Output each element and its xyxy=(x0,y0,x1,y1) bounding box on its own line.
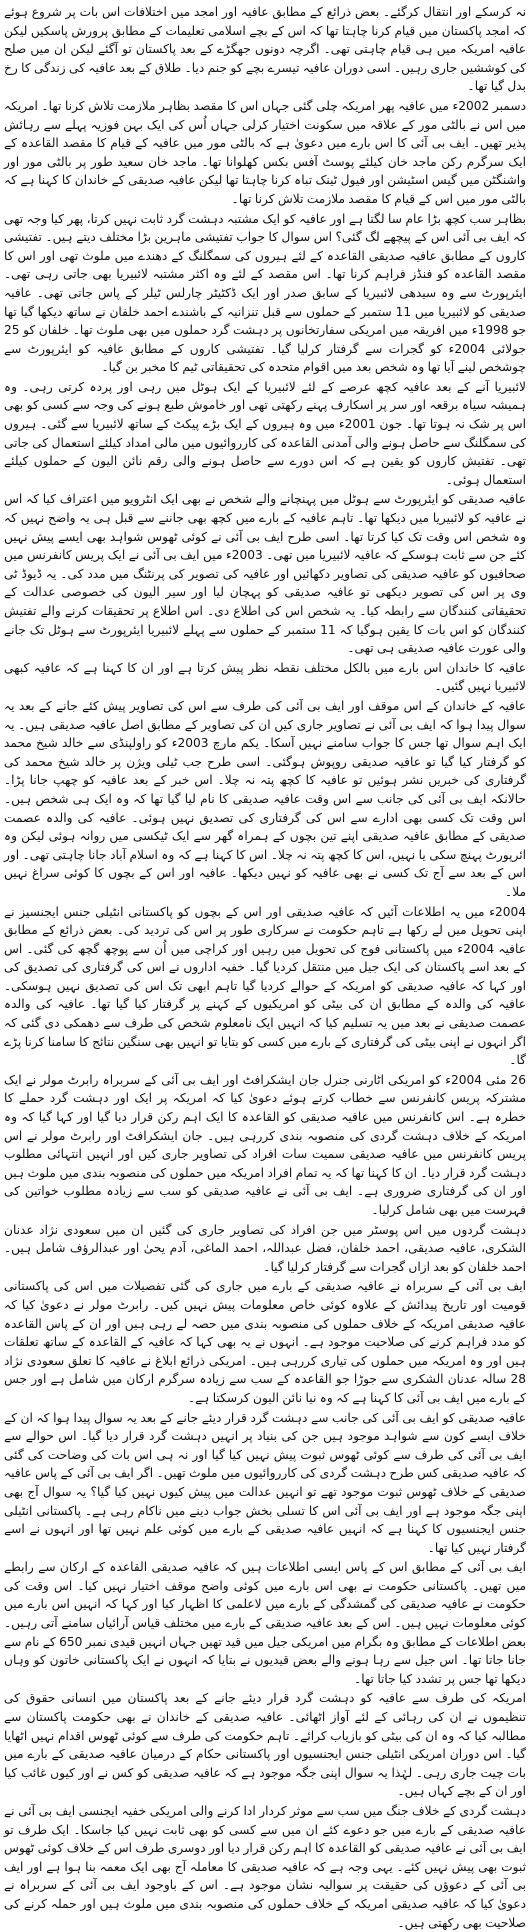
article-paragraph-4: لائبیریا آنے کے بعد عافیہ کچھ عرصے کے لئے لائبیریا کے ایک ہوٹل میں رہی اور پردہ کرتی رہی۔ وہ ہمیشہ سیاہ برقعہ اور سر پر اسکارف پہنے رکھتی تھی اور خاموش طبع ہونے کی وجہ سے کسی کو بھی اس پر شک نہ ہوتا تھا۔ جون 2001ء میں وہ ہیروں کے ایک بڑے پیکٹ کے ساتھ لائبیریا سے گئی۔ ہیروں کی سمگلنگ سے حاصل ہونے والی آمدنی القاعدہ کی کارروائیوں میں مالی امداد کیلئے استعمال کی جاتی تھی۔ تفتیش کاروں کو یقین ہے کہ اس دورے سے حاصل ہونے والی رقم نائن الیون کے حملوں کیلئے استعمال ہوئی۔ xyxy=(4,379,527,487)
article-paragraph-9: 26 مئی 2004ء کو امریکی اٹارنی جنرل جان ایشکرافٹ اور ایف بی آئی کے سربراہ رابرٹ مولر نے ایک مشترکہ پریس کانفرنس سے خطاب کرتے ہوئے دعویٰ کیا کہ امریکہ پر ایک اور دہشت گرد حملے کا خطرہ ہے۔ اس کانفرنس میں عافیہ صدیقی کو القاعدہ کا ایک اہم رکن قرار دیا گیا اور کہا گیا کہ وہ امریکہ کے خلاف دہشت گردی کی منصوبہ بندی کررہی ہیں۔ جان ایشکرافٹ اور رابرٹ مولر نے اس پریس کانفرنس میں عافیہ صدیقی سمیت سات افراد کی تصاویر جاری کیں اور انہیں انتہائی مطلوب دہشت گرد قرار دیا۔ ان کا کہنا تھا کہ یہ تمام افراد امریکہ میں حملوں کی منصوبہ بندی میں ملوث ہیں اور ان کی گرفتاری ضروری ہے۔ ایف بی آئی نے عافیہ صدیقی کو سب سے زیادہ مطلوب خواتین کی فہرست میں بھی شامل کرلیا۔ xyxy=(4,1072,526,1217)
article-paragraph-10: دہشت گردوں میں اس پوسٹر میں جن افراد کی تصاویر جاری کی گئیں ان میں سعودی نژاد عدنان الشکری، عافیہ صدیقی، احمد خلفان، فضل عبداللہ، احمد الماغی، آدم یحیٰ اور عبدالرؤف شامل ہیں۔ احمد خلفان کو بعد ازاں گجرات سے گرفتار کرلیا گیا۔ xyxy=(4,1222,526,1274)
article-paragraph-8: 2004ء میں یہ اطلاعات آئیں کہ عافیہ صدیقی اور اس کے بچوں کو پاکستانی انٹیلی جنس ایجنسیز نے اپنی تحویل میں لے رکھا ہے تاہم حکومت نے سرکاری طور پر اس کی تردید کی۔ بعض ذرائع کے مطابق عافیہ 2004ء میں پاکستانی فوج کی تحویل میں رہیں اور کراچی میں اُن سے پوچھ گچھ کی گئی۔ اس کے بعد اسے پاکستان کی ایک جیل میں منتقل کردیا گیا۔ خفیہ اداروں نے اس کی گرفتاری کی تصدیق کی اور کہا کہ عافیہ صدیقی کو امریکہ کے حوالے کردیا گیا تاہم ابھی تک اس کی تصدیق نہیں ہوسکی۔ عافیہ کی والدہ کے مطابق ان کی بیٹی کو امریکیوں کے کہنے پر گرفتار کیا گیا تھا۔ عافیہ کی والدہ عصمت صدیقی نے بعد میں یہ تسلیم کیا کہ انہیں ایک نامعلوم شخص کی طرف سے دھمکی دی گئی کہ اگر انہوں نے اپنی بیٹی کی گرفتاری کے بارے میں کسی کو بتایا تو انہیں بھی سنگین نتائج کا سامنا کرنا پڑے گا۔ xyxy=(4,904,526,1068)
article-paragraph-5: عافیہ صدیقی کو ایئرپورٹ سے ہوٹل میں پہنچانے والے شخص نے بھی ایک انٹرویو میں اعتراف کیا کہ اس نے عافیہ کو لائبیریا میں دیکھا تھا۔ تاہم عافیہ کے بارے میں کچھ بھی جاننے سے قبل ہی یہ واضح نہیں کہ وہ شخص اس وقت تک کیا کرتا تھا۔ اسی طرح ایف بی آئی نے کوئی ٹھوس شواہد بھی ایسے پیش نہیں کئے جن سے ثابت ہوسکے کہ عافیہ لائبیریا میں تھی۔ 2003ء میں ایف بی آئی نے ایک پریس کانفرنس میں صحافیوں کو عافیہ صدیقی کی تصاویر دکھائیں اور عافیہ کی تصویر کی پرنٹنگ میں مدد کی۔ یہ ڈیوڈ ٹی وی پر اس کی تصویر دیکھی تو عافیہ صدیقی کو پہچان لیا اور سیر الیون کی خصوصی عدالت کے تحقیقاتی کنندگان سے رابطہ کیا۔ یہ شخص اس کی اطلاع دی۔ اس اطلاع پر تحقیقات کرنے والے تفتیش کنندگان کو اس بات کا یقین ہوگیا کہ 11 ستمبر کے حملوں سے پہلے لائبیریا ایئرپورٹ سے ہوٹل تک جانے والی عورت عافیہ صدیقی ہی تھی۔ xyxy=(4,492,526,656)
article-paragraph-11: ایف بی آئی کے سربراہ نے عافیہ صدیقی کے بارے میں جاری کی گئی تفصیلات میں اس کی پاکستانی قومیت اور تاریخ پیدائش کے علاوہ کوئی خاص معلومات پیش نہیں کیں۔ رابرٹ مولر نے دعویٰ کیا کہ عافیہ صدیقی امریکہ کے خلاف حملوں کی منصوبہ بندی میں حصہ لے رہی ہیں اور ان کے پاس القاعدہ کو مدد فراہم کرنے کی صلاحیت موجود ہے۔ انہوں نے یہ بھی کہا کہ عافیہ کے القاعدہ کے ساتھ تعلقات ہیں اور وہ امریکہ میں حملوں کی تیاری کررہی ہیں۔ امریکی ذرائع ابلاغ نے عافیہ کا تعلق سعودی نژاد 28 سالہ عدنان الشکری سے جوڑا جو القاعدہ کے سب سے زیادہ سرگرم ارکان میں شامل ہے اور جس کے بارے میں ایف بی آئی کا کہنا ہے کہ وہ نیا نائن الیون کرسکتا ہے۔ xyxy=(4,1279,526,1405)
article-paragraph-7: عافیہ کے خاندان کے اس موقف اور ایف بی آئی کی طرف سے اس کی تصاویر پیش کئے جانے کے بعد یہ سوال پیدا ہوا کہ ایف بی آئی نے تصاویر جاری کیں ان کی تصاویر کے مطابق اصل عافیہ صدیقی ہیں۔ یہ ایک اہم سوال تھا جس کا جواب سامنے نہیں آسکا۔ یکم مارچ 2003ء کو راولپنڈی سے خالد شیخ محمد کو گرفتار کیا گیا تو عافیہ صدیقی روپوش ہوگئی۔ اسی طرح جب ٹیلی ویژن پر خالد شیخ محمد کی گرفتاری کی خبریں نشر ہوئیں تو عافیہ کا کچھ پتہ نہ چلا۔ اس خبر کے بعد عافیہ کو چھپ جانا پڑا۔ حالانکہ ایف بی آئی کی جانب سے اس وقت عافیہ صدیقی کا نام لیا گیا تھا کہ وہ ایک ہی شخص ہیں۔ اس وقت تک کسی بھی ادارے سے اس کی گرفتاری کی تصدیق نہیں ہوئی۔ عافیہ کی والدہ عصمت صدیقی کے مطابق عافیہ صدیقی اپنے تین بچوں کے ہمراہ گھر سے ایک ٹیکسی میں روانہ ہوئی لیکن وہ ائرپورٹ پہنچ سکی یا نہیں، اس کا کچھ پتہ نہ چلا۔ اس کا کہنا ہے کہ وہ اسلام آباد جانا چاہتی تھی۔ اور اس کے بعد سے آج تک کسی نے بھی عافیہ کو نہیں دیکھا۔ عافیہ اور اس کے بچوں کا کوئی سراغ نہیں ملا۔ xyxy=(4,698,526,899)
article-paragraph-1: نہ کرسکے اور انتقال کرگئے۔ بعض ذرائع کے مطابق عافیہ اور امجد میں اختلافات اس بات پر شروع ہوئے کہ امجد پاکستان میں قیام کرنا چاہتا تھا کہ اس کے بچے اسلامی تعلیمات کے مطابق پرورش پاسکیں لیکن عافیہ امریکہ میں ہی قیام چاہتی تھی۔ اگرچہ دونوں جھگڑے کے بعد پاکستان تو آگئے لیکن ان میں صلح کی کوششیں جاری رہیں۔ اسی دوران عافیہ تیسرے بچے کو جنم دیا۔ طلاق کے بعد عافیہ کی زندگی کا رخ بدل گیا تھا۔ xyxy=(4,5,526,94)
article-paragraph-6: عافیہ کا خاندان اس بارے میں بالکل مختلف نقطہ نظر پیش کرتا ہے اور ان کا کہنا ہے کہ عافیہ کبھی لائبیریا نہیں گئیں۔ xyxy=(4,660,526,694)
article-paragraph-3: بظاہر سب کچھ بڑا عام سا لگتا ہے اور عافیہ کو ایک مشتبہ دہشت گرد ثابت نہیں کرتا، پھر کیا وجہ تھی کہ ایف بی آئی اس کے پیچھے لگ گئی؟ اس سوال کا جواب تفتیشی ماہرین بڑا مختلف دیتے ہیں۔ تفتیشی کاروں کے مطابق عافیہ صدیقی القاعدہ کے لئے ہیروں کی سمگلنگ کے دھندے میں ملوث تھی اور اس کا مقصد القاعدہ کو فنڈز فراہم کرنا تھا۔ اس مقصد کے لئے وہ اکثر مشتبہ لائبیریا بھی جاتی رہی تھی۔ ایئرپورٹ سے وہ سیدھی لائبیریا کے سابق صدر اور ایک ڈکٹیٹر چارلس ٹیلر کے پاس جاتی تھی۔ عافیہ صدیقی کو لائبیریا میں 11 ستمبر کے حملوں سے قبل تنزانیہ کے باشندے احمد خلفان نے ساتھ دیکھا گیا تھا جو 1998ء میں افریقہ میں امریکی سفارتخانوں پر دہشت گرد حملوں میں بھی ملوث تھا۔ خلفان کو 25 جولائی 2004ء کو گجرات سے گرفتار کرلیا گیا۔ تفتیشی کاروں کے مطابق عافیہ کو ایئرپورٹ سے چوشخص لینے آیا تھا وہ شخص بعد میں اقوام متحدہ کی تحقیقاتی ٹیم کا مخبر بن گیا۔ xyxy=(4,211,526,375)
article-paragraph-15: دہشت گردی کے خلاف جنگ میں سب سے موثر کردار ادا کرنے والی امریکی خفیہ ایجنسی ایف بی آئی نے عافیہ صدیقی کے بارے میں جو دعوے کئے ان میں سے کسی کو بھی ثابت نہیں کیا جاسکا۔ ایک طرف تو ایف بی آئی نے عافیہ صدیقی کو القاعدہ کا اہم رکن قرار دیا اور دوسری طرف اس کے خلاف کوئی ٹھوس ثبوت بھی پیش نہیں کئے۔ یہی وجہ ہے کہ عافیہ صدیقی کا معاملہ آج بھی ایک معمہ بنا ہوا ہے اور ایف بی آئی کے دعوؤں کی حقیقت پر سوالیہ نشان موجود ہے۔ اس کے باوجود ایف بی آئی کے سربراہ نے دعویٰ کیا کہ عافیہ صدیقی امریکہ کے خلاف حملوں کی منصوبہ بندی میں ملوث ہیں اور حملہ کرنے کی صلاحیت بھی رکھتی ہیں۔ xyxy=(4,1804,526,1930)
article-paragraph-12: عافیہ صدیقی کو ایف بی آئی کی جانب سے دہشت گرد قرار دیئے جانے کے بعد یہ سوال پیدا ہوا کہ ان کے خلاف ایسے کون سے شواہد موجود ہیں جن کی بنیاد پر انہیں دہشت گرد قرار دیا گیا۔ اس حوالے سے ایف بی آئی کی طرف سے کوئی ٹھوس ثبوت پیش نہیں کیا گیا اور نہ ہی اس بات کی وضاحت کی گئی کہ عافیہ صدیقی کس طرح دہشت گردی کی کارروائیوں میں ملوث تھیں۔ اگر ایف بی آئی کے پاس عافیہ صدیقی کے خلاف ٹھوس ثبوت موجود تھے تو انہیں عدالت میں پیش کیوں نہیں کیا گیا؟ یہ سوال آج بھی اپنی جگہ موجود ہے اور ایف بی آئی اس کا تسلی بخش جواب دینے میں ناکام رہی ہے۔ پاکستانی انٹیلی جنس ایجنسیوں کا کہنا ہے کہ انہیں عافیہ صدیقی کے بارے میں کوئی علم نہیں تھا اور انہوں نے اسے گرفتار نہیں کیا تھا۔ xyxy=(4,1410,526,1555)
article-paragraph-14: امریکہ کی طرف سے عافیہ کو دہشت گرد قرار دیئے جانے کے بعد پاکستان میں انسانی حقوق کی تنظیموں نے ان کی رہائی کے لئے آواز اٹھائی۔ عافیہ صدیقی کے خاندان نے بھی حکومت پاکستان سے مطالبہ کیا کہ وہ ان کی بیٹی کو بازیاب کرائے۔ تاہم حکومت کی طرف سے کوئی ٹھوس اقدام نہیں اٹھایا گیا۔ اس دوران امریکی انٹیلی جنس ایجنسیوں اور پاکستانی حکام کے درمیان عافیہ صدیقی کے بارے میں بات چیت جاری رہی۔ لہٰذا یہ سوال اپنی جگہ موجود ہے کہ عافیہ صدیقی کو کس نے اور کیوں غائب کیا اور ان کے بچے کہاں ہیں۔ xyxy=(4,1691,526,1799)
article-paragraph-2: دسمبر 2002ء میں عافیہ پھر امریکہ چلی گئی جہاں اس کا مقصد بظاہر ملازمت تلاش کرنا تھا۔ امریکہ میں اس نے بالٹی مور کے علاقہ میں سکونت اختیار کرلی جہاں اُس کی ایک بہن فوزیہ پہلے سے رہائش پذیر تھیں۔ ایف بی آئی کا اس بارے میں دعویٰ ہے کہ بالٹی مور میں عافیہ کے قیام کا مقصد القاعدہ کے ایک سرگرم رکن ماجد خان کیلئے پوسٹ آفس بکس کھلوانا تھا۔ ماجد خان سعید طور پر بالٹی مور اور واشنگٹن میں گیس اسٹیشن اور فیول ٹینک تباہ کرنا چاہتا تھا لیکن عافیہ صدیقی کے خاندان کا کہنا ہے کہ بالٹی مور میں اس کے قیام کا مقصد ملازمت تلاش کرنا تھا۔ xyxy=(4,98,526,206)
article-paragraph-13: ایف بی آئی کے مطابق اس کے پاس ایسی اطلاعات ہیں کہ عافیہ صدیقی القاعدہ کے ارکان سے رابطے میں تھیں۔ پاکستانی حکومت نے بھی اس بارے میں کوئی واضح موقف اختیار نہیں کیا۔ اس وقت کی حکومت نے عافیہ صدیقی کی گمشدگی کے بارے میں لاعلمی کا اظہار کیا اور کہا کہ انہیں اس بارے میں کوئی معلومات نہیں ہیں۔ اس کے بعد عافیہ صدیقی کے بارے میں مختلف قیاس آرائیاں سامنے آتی رہیں۔ بعض اطلاعات کے مطابق وہ بگرام میں امریکی جیل میں قید تھیں جہاں انہیں قیدی نمبر 650 کے نام سے جانا جاتا تھا۔ اس جیل سے رہا ہونے والے بعض قیدیوں نے بتایا کہ انہوں نے ایک پاکستانی خاتون کو وہاں دیکھا تھا جس پر تشدد کیا جاتا تھا۔ xyxy=(4,1560,526,1686)
